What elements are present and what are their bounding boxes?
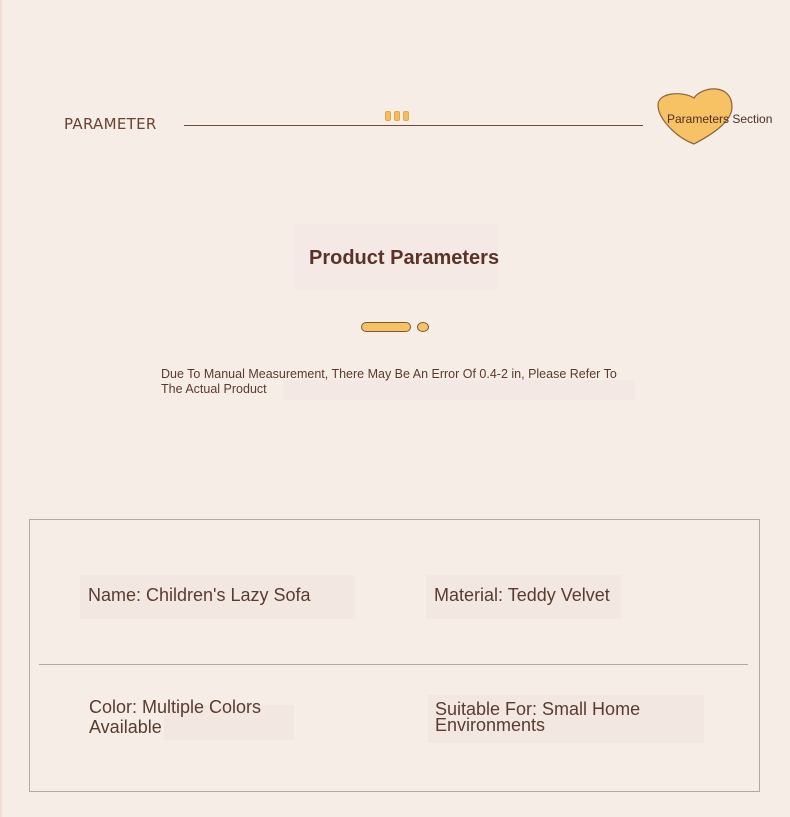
param-name: Name: Children's Lazy Sofa [88, 585, 311, 605]
decorative-dots [385, 111, 409, 121]
param-color: Color: Multiple Colors Available [89, 697, 262, 737]
measurement-note: Due To Manual Measurement, There May Be An Error Of 0.4-2 in, Please Refer To The Actual Product [161, 367, 617, 396]
section-title: Product Parameters [309, 247, 500, 269]
dot [394, 111, 400, 121]
parameters-table [29, 519, 760, 792]
param-suitable-for: Suitable For: Small Home Environments [435, 699, 641, 735]
dot [403, 111, 409, 121]
header-divider [184, 125, 643, 126]
table-row-divider [39, 664, 748, 665]
page-edge [0, 0, 2, 817]
title-underline-dot [417, 322, 429, 332]
parameter-heading: PARAMETER [64, 115, 157, 133]
title-underline-pill [361, 322, 411, 332]
dot [385, 111, 391, 121]
param-material: Material: Teddy Velvet [434, 585, 610, 605]
badge-label: Parameters Section [667, 112, 773, 126]
